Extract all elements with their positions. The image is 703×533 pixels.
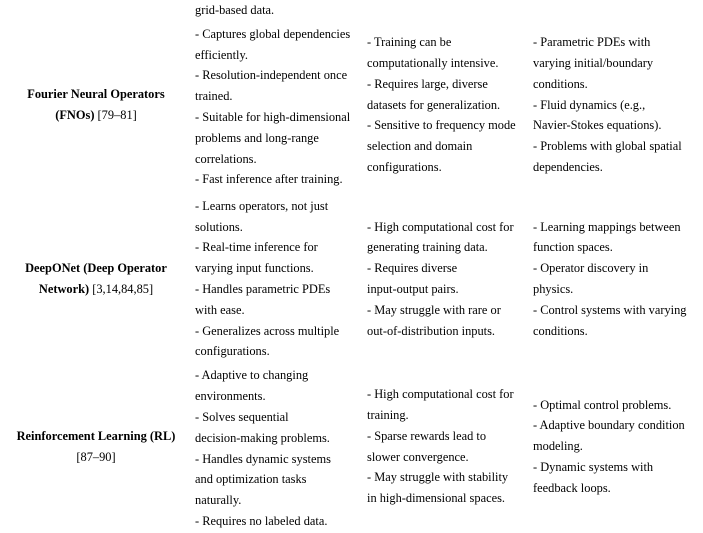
limitation-line: datasets for generalization. — [367, 97, 501, 112]
method-refs: [87–90] — [76, 449, 116, 464]
method-name: Fourier Neural Operators — [27, 87, 165, 102]
advantage-line: - Generalizes across multiple — [195, 323, 340, 338]
application-line: function spaces. — [533, 240, 613, 255]
advantage-line: decision-making problems. — [195, 430, 330, 445]
application-line: varying initial/boundary — [533, 56, 654, 70]
advantages-cell — [195, 0, 365, 194]
limitation-line: - Training can be — [367, 35, 452, 50]
advantage-line: - Solves sequential — [195, 409, 289, 424]
advantage-line: - Requires no labeled data. — [195, 513, 328, 528]
application-line: modeling. — [533, 439, 583, 454]
application-line: - Dynamic systems with — [533, 459, 654, 474]
method-name-cell — [0, 364, 192, 529]
limitation-line: configurations. — [367, 159, 442, 174]
application-line: - Parametric PDEs with — [533, 35, 651, 50]
limitation-line: - May struggle with stability — [367, 470, 509, 485]
limitation-line: out-of-distribution inputs. — [367, 323, 496, 338]
application-line: - Learning mappings between — [533, 219, 681, 234]
limitation-line: - Requires diverse — [367, 261, 458, 276]
limitation-line: input-output pairs. — [367, 282, 459, 296]
application-line: dependencies. — [533, 159, 603, 174]
advantage-line: - Resolution-independent once — [195, 68, 348, 83]
advantage-line: environments. — [195, 389, 266, 404]
application-line: - Problems with global spatial — [533, 139, 682, 154]
application-line: - Adaptive boundary condition — [533, 418, 685, 433]
limitation-line: slower convergence. — [367, 449, 469, 464]
advantage-line: grid-based data. — [195, 3, 275, 17]
method-refs: [79–81] — [94, 108, 137, 122]
applications-cell — [533, 364, 701, 529]
applications-cell — [533, 0, 701, 210]
method-name-line2 — [55, 105, 137, 126]
advantage-line: with ease. — [195, 302, 245, 317]
limitation-line: in high-dimensional spaces. — [367, 491, 505, 506]
limitations-cell — [367, 364, 529, 529]
method-abbrev: Network) — [38, 282, 90, 296]
method-abbrev: (FNOs) — [55, 108, 95, 122]
limitation-line: - May struggle with rare or — [367, 302, 501, 317]
application-line: - Optimal control problems. — [533, 397, 672, 412]
limitation-line: selection and domain — [367, 139, 473, 154]
limitation-line: - High computational cost for — [367, 219, 514, 234]
limitation-line: training. — [367, 407, 409, 422]
table-row-deeponet — [0, 195, 703, 363]
method-name-cell — [0, 0, 192, 210]
advantage-line: efficiently. — [195, 47, 248, 62]
applications-cell — [533, 195, 701, 363]
limitation-line: - Sparse rewards lead to — [367, 428, 487, 443]
advantage-line: correlations. — [195, 151, 257, 166]
method-name: DeepONet (Deep Operator — [25, 261, 167, 276]
advantage-line: configurations. — [195, 344, 270, 359]
advantage-line: - Fast inference after training. — [195, 172, 343, 187]
advantage-line: - Handles parametric PDEs — [195, 282, 331, 296]
advantage-line: - Adaptive to changing — [195, 368, 309, 383]
advantages-cell — [195, 364, 365, 533]
limitation-line: - Sensitive to frequency mode — [367, 118, 516, 133]
application-line: - Control systems with varying — [533, 302, 687, 317]
advantage-line: trained. — [195, 89, 233, 104]
limitations-cell — [367, 0, 529, 210]
method-name: Reinforcement Learning (RL) — [16, 428, 176, 443]
application-line: conditions. — [533, 76, 588, 91]
application-line: conditions. — [533, 323, 588, 338]
advantage-line: problems and long-range — [195, 130, 319, 145]
table-row-fno — [0, 0, 703, 194]
application-line: physics. — [533, 282, 574, 296]
application-line: - Operator discovery in — [533, 261, 649, 276]
limitation-line: computationally intensive. — [367, 56, 499, 70]
advantage-line: naturally. — [195, 493, 242, 508]
advantage-line: and optimization tasks — [195, 472, 307, 487]
limitation-line: - High computational cost for — [367, 387, 514, 402]
method-name-line2 — [39, 279, 153, 300]
limitation-line: - Requires large, diverse — [367, 76, 488, 91]
method-refs: [3,14,84,85] — [89, 282, 154, 296]
advantage-line: varying input functions. — [195, 261, 314, 276]
advantage-line: - Learns operators, not just — [195, 198, 329, 213]
advantage-line: - Suitable for high-dimensional — [195, 109, 351, 124]
advantage-line: - Captures global dependencies — [195, 26, 351, 41]
limitations-cell — [367, 195, 529, 363]
method-name-cell — [0, 195, 192, 363]
table-row-rl — [0, 364, 703, 533]
advantage-line: - Real-time inference for — [195, 240, 318, 255]
advantage-line: solutions. — [195, 219, 243, 234]
limitation-line: generating training data. — [367, 240, 488, 255]
advantage-line: - Handles dynamic systems — [195, 451, 331, 466]
application-line: Navier-Stokes equations). — [533, 118, 662, 133]
application-line: - Fluid dynamics (e.g., — [533, 97, 646, 112]
application-line: feedback loops. — [533, 480, 611, 495]
advantages-cell — [195, 195, 365, 363]
